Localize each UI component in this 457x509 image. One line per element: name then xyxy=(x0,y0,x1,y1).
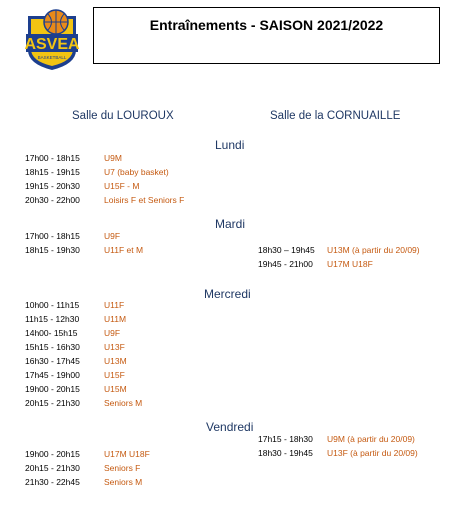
slot-group: U13F (à partir du 20/09) xyxy=(327,448,418,458)
slot-group: Seniors M xyxy=(104,477,143,487)
slot-time: 18h15 - 19h15 xyxy=(25,167,80,177)
slot-time: 18h15 - 19h30 xyxy=(25,245,80,255)
title-box xyxy=(93,7,440,64)
hall-cornuaille-heading: Salle de la CORNUAILLE xyxy=(270,110,401,122)
slot-time: 17h45 - 19h00 xyxy=(25,370,80,380)
hall-louroux-heading: Salle du LOUROUX xyxy=(72,110,174,122)
slot-time: 11h15 - 12h30 xyxy=(25,314,80,324)
page-title: Entraînements - SAISON 2021/2022 xyxy=(149,17,384,33)
slot-group: Seniors M xyxy=(104,398,143,408)
slot-time: 14h00- 15h15 xyxy=(25,328,78,338)
slot-time: 20h30 - 22h00 xyxy=(25,195,80,205)
logo-text: ASVEA xyxy=(24,36,80,53)
slot-group: U15F xyxy=(104,370,125,380)
slot-group: U9M xyxy=(104,153,122,163)
slot-time: 10h00 - 11h15 xyxy=(25,300,80,310)
slot-time: 16h30 - 17h45 xyxy=(25,356,80,366)
day-heading-lundi: Lundi xyxy=(215,138,245,152)
slot-time: 18h30 - 19h45 xyxy=(258,448,313,458)
slot-group: Loisirs F et Seniors F xyxy=(104,195,185,205)
day-heading-vendredi: Vendredi xyxy=(206,420,254,434)
slot-group: U9M (à partir du 20/09) xyxy=(327,434,415,444)
slot-time: 17h00 - 18h15 xyxy=(25,231,80,241)
slot-time: 15h15 - 16h30 xyxy=(25,342,80,352)
day-heading-mercredi: Mercredi xyxy=(204,287,251,301)
slot-time: 17h15 - 18h30 xyxy=(258,434,313,444)
slot-group: Seniors F xyxy=(104,463,141,473)
slot-group: U13F xyxy=(104,342,125,352)
slot-time: 19h00 - 20h15 xyxy=(25,449,80,459)
slot-time: 21h30 - 22h45 xyxy=(25,477,80,487)
slot-time: 17h00 - 18h15 xyxy=(25,153,80,163)
asvea-basketball-logo xyxy=(22,6,82,72)
slot-time: 19h15 - 20h30 xyxy=(25,181,80,191)
slot-group: U17M U18F xyxy=(104,449,150,459)
slot-group: U13M (à partir du 20/09) xyxy=(327,245,420,255)
slot-group: U13M xyxy=(104,356,127,366)
slot-time: 18h30 – 19h45 xyxy=(258,245,315,255)
slot-time: 19h00 - 20h15 xyxy=(25,384,80,394)
slot-group: U17M U18F xyxy=(327,259,373,269)
slot-group: U15F - M xyxy=(104,181,140,191)
slot-time: 20h15 - 21h30 xyxy=(25,398,80,408)
slot-time: 20h15 - 21h30 xyxy=(25,463,80,473)
slot-group: U11M xyxy=(104,314,127,324)
slot-group: U11F et M xyxy=(104,245,144,255)
slot-time: 19h45 - 21h00 xyxy=(258,259,313,269)
slot-group: U7 (baby basket) xyxy=(104,167,169,177)
slot-group: U9F xyxy=(104,231,121,241)
slot-group: U9F xyxy=(104,328,121,338)
slot-group: U11F xyxy=(104,300,125,310)
logo-subtext: BASKETBALL xyxy=(37,55,67,60)
slot-group: U15M xyxy=(104,384,127,394)
day-heading-mardi: Mardi xyxy=(215,217,246,231)
